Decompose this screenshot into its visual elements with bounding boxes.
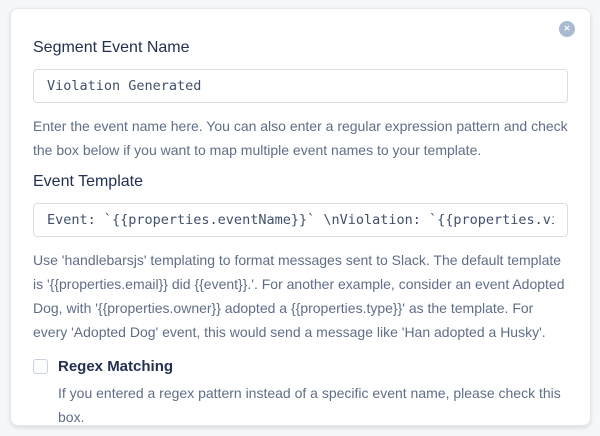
event-template-input[interactable] xyxy=(33,203,568,237)
segment-event-name-label: Segment Event Name xyxy=(33,39,190,56)
regex-matching-row xyxy=(33,357,568,429)
event-template-label: Event Template xyxy=(33,173,143,190)
close-icon: ✕ xyxy=(563,24,571,33)
regex-matching-help: If you entered a regex pattern instead of a specific event name, please check this box. xyxy=(58,385,561,425)
close-button[interactable] xyxy=(559,21,575,37)
regex-matching-label[interactable]: Regex Matching xyxy=(58,358,174,375)
regex-matching-checkbox[interactable] xyxy=(33,359,48,374)
event-mapping-modal xyxy=(10,8,591,426)
event-template-help: Use 'handlebarsjs' templating to format messages sent to Slack. The default template is '{{properties.email}} did {{event}}.'. For another example, consider an event Adopted Dog, with '{{properties.owner}} adopted a {{properties.type}}' as the template. For every 'Adopted Dog' event, this would send a message like 'Han adopted a Husky'. xyxy=(33,252,565,340)
segment-event-name-help: Enter the event name here. You can also enter a regular expression pattern and check the box below if you want to map multiple event names to your template. xyxy=(33,118,568,158)
regex-matching-text-block xyxy=(58,357,568,429)
segment-event-name-input[interactable] xyxy=(33,69,568,103)
